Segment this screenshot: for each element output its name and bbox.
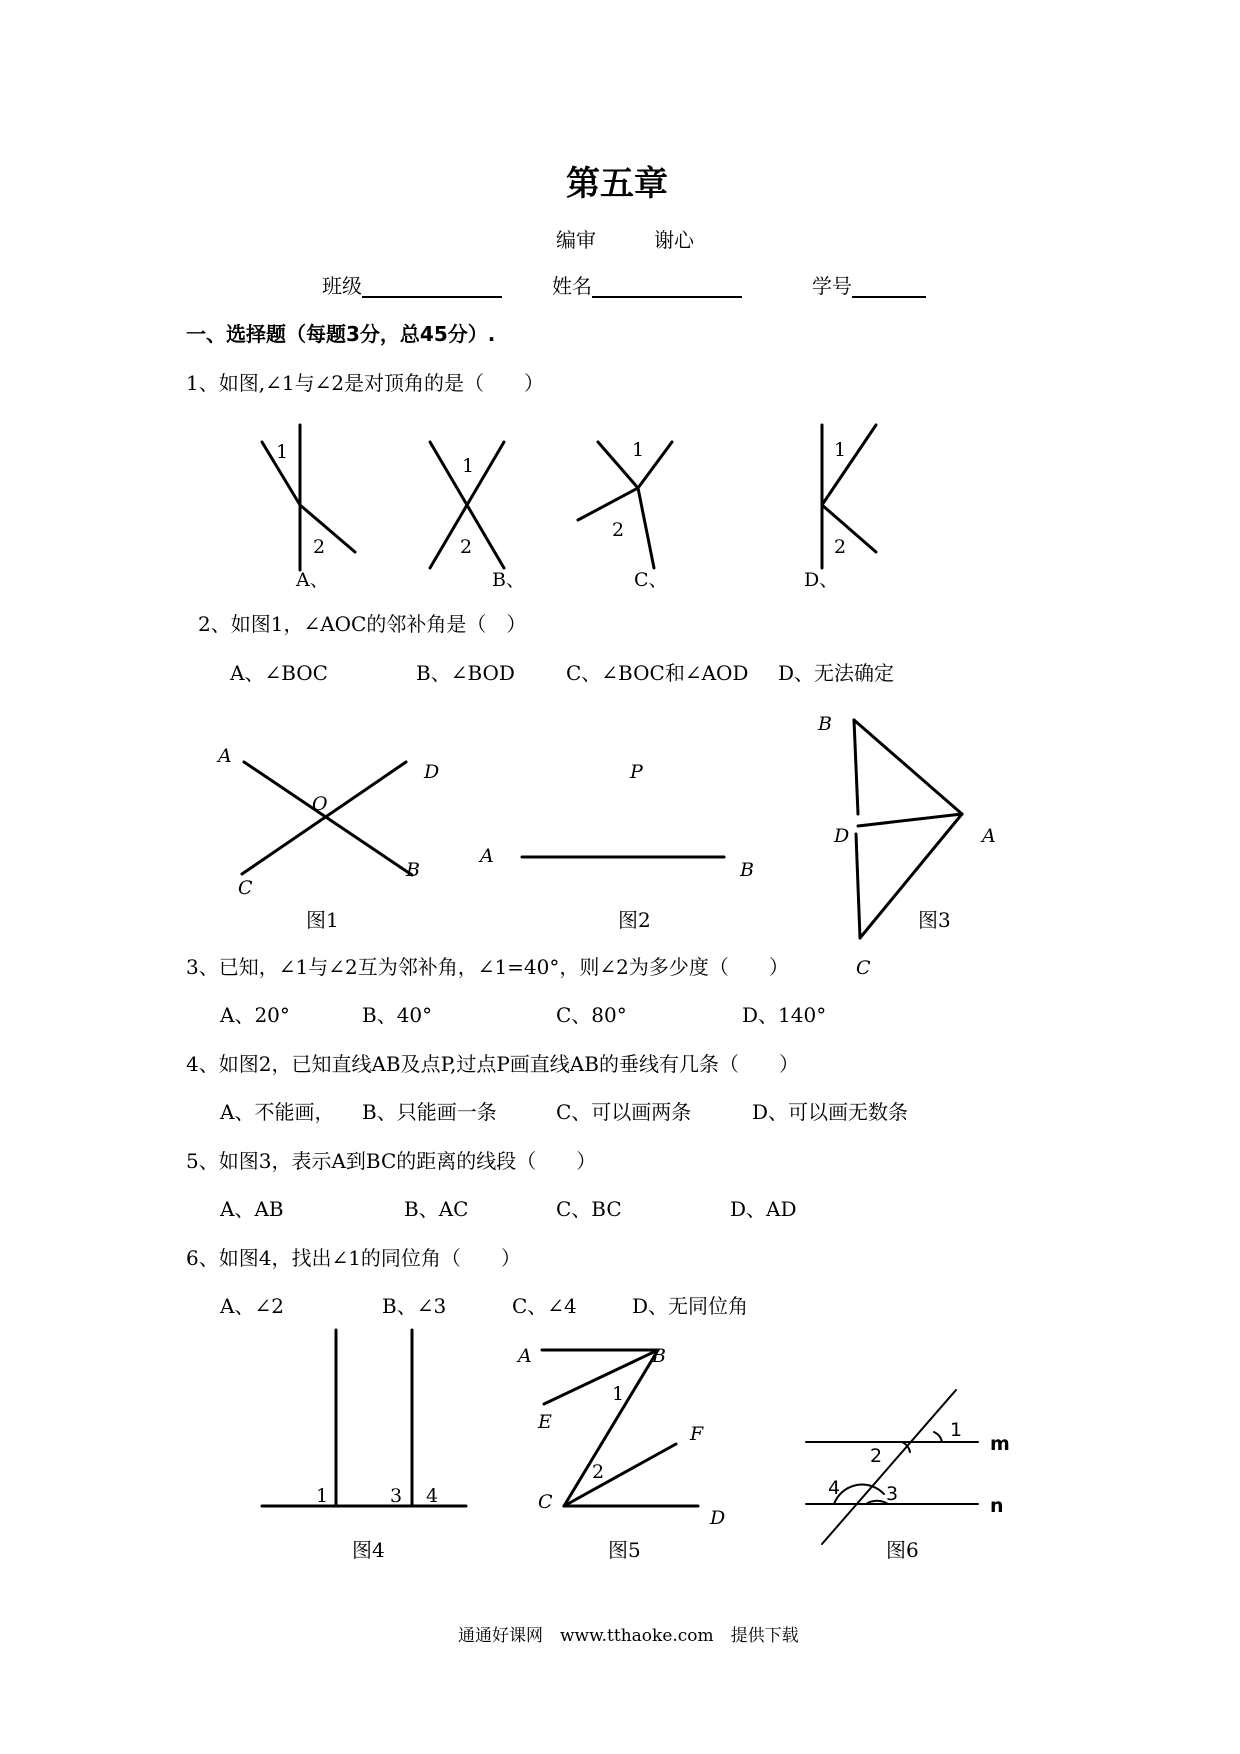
fig4-caption: 图4 (352, 1538, 385, 1562)
q4-option-b: B、只能画一条 (362, 1100, 497, 1124)
fig3-caption: 图3 (918, 908, 951, 932)
fig6-label-3: 3 (886, 1483, 899, 1505)
fig1-label-a: A (218, 745, 232, 767)
fig3-label-b: B (818, 713, 832, 735)
name-label: 姓名 (552, 274, 592, 298)
fig5-label-a: A (518, 1345, 532, 1367)
q1a-label-letter: A、 (296, 569, 329, 591)
figure-6 (806, 1390, 1010, 1544)
fig4-label-1: 1 (316, 1485, 329, 1507)
q1-figure-a (262, 425, 355, 591)
fig5-label-d: D (710, 1507, 726, 1529)
q1b-label-2: 2 (460, 536, 473, 558)
fig6-label-1: 1 (950, 1419, 963, 1441)
q1a-label-1: 1 (276, 441, 289, 463)
figure-3 (817, 713, 996, 979)
q2-option-a: A、∠BOC (230, 661, 328, 685)
fig5-label-c: C (538, 1491, 553, 1513)
section-heading-trail: . (487, 322, 496, 346)
editor-name: 谢心 (654, 228, 694, 252)
fig5-label-1: 1 (612, 1383, 625, 1405)
fig3-label-d: D (834, 825, 850, 847)
fig6-label-m: m (990, 1433, 1010, 1455)
question-6-stem: 6、如图4，找出∠1的同位角（ ） (186, 1246, 521, 1270)
fig2-label-b: B (740, 859, 754, 881)
page-title: 第五章 (566, 164, 668, 204)
question-5-stem: 5、如图3，表示A到BC的距离的线段（ ） (186, 1149, 597, 1173)
fig2-label-a: A (480, 845, 494, 867)
q4-option-c: C、可以画两条 (556, 1100, 692, 1124)
q1d-label-2: 2 (834, 536, 847, 558)
question-1-stem: 1、如图,∠1与∠2是对顶角的是（ ） (186, 371, 545, 395)
q5-option-b: B、AC (404, 1197, 469, 1221)
figure-2 (478, 761, 754, 881)
figure-4 (262, 1330, 466, 1507)
question-4-stem: 4、如图2，已知直线AB及点P,过点P画直线AB的垂线有几条（ ） (186, 1052, 799, 1076)
q5-option-c: C、BC (556, 1197, 622, 1221)
class-label: 班级 (322, 274, 362, 298)
fig2-caption: 图2 (618, 908, 651, 932)
fig1-label-d: D (424, 761, 440, 783)
footer-text: 通通好课网 www.tthaoke.com 提供下载 (458, 1626, 799, 1646)
q1-figure-d (804, 425, 876, 591)
q6-option-d: D、无同位角 (632, 1294, 749, 1318)
q4-option-a: A、不能画， (220, 1100, 335, 1124)
q1b-label-letter: B、 (492, 569, 525, 591)
fig5-label-b: B (652, 1345, 666, 1367)
fig4-label-3: 3 (390, 1485, 403, 1507)
fig4-label-4: 4 (426, 1485, 439, 1507)
fig3-label-a: A (982, 825, 996, 847)
fig6-label-n: n (990, 1495, 1004, 1517)
fig1-caption: 图1 (306, 908, 339, 932)
fig6-label-2: 2 (870, 1445, 883, 1467)
q1-figure-c (578, 439, 672, 591)
q1c-label-letter: C、 (634, 569, 668, 591)
section-heading-text: 一、选择题（每题3分，总45分） (186, 322, 488, 346)
q1c-label-2: 2 (612, 519, 625, 541)
fig5-label-f: F (690, 1423, 704, 1445)
q3-option-a: A、20° (220, 1003, 290, 1027)
fig6-label-4: 4 (828, 1477, 841, 1499)
fig2-label-p: P (630, 761, 643, 783)
q2-option-c: C、∠BOC和∠AOD (566, 661, 749, 685)
q6-option-c: C、∠4 (512, 1294, 577, 1318)
q4-option-d: D、可以画无数条 (752, 1100, 909, 1124)
fig6-caption: 图6 (886, 1538, 919, 1562)
q3-option-c: C、80° (556, 1003, 627, 1027)
question-3-stem: 3、已知，∠1与∠2互为邻补角，∠1=40°，则∠2为多少度（ ） (186, 955, 789, 979)
fig5-label-e: E (538, 1411, 552, 1433)
q3-option-b: B、40° (362, 1003, 433, 1027)
fig5-label-2: 2 (592, 1461, 605, 1483)
q1c-label-1: 1 (632, 439, 645, 461)
q1d-label-letter: D、 (804, 569, 839, 591)
fig1-label-c: C (238, 877, 253, 899)
q5-option-d: D、AD (730, 1197, 797, 1221)
q1-figure-b (430, 442, 525, 591)
q1a-label-2: 2 (313, 536, 326, 558)
fig5-caption: 图5 (608, 1538, 641, 1562)
q1d-label-1: 1 (834, 439, 847, 461)
fig1-label-o: O (312, 793, 328, 815)
fig1-label-b: B (406, 859, 420, 881)
q1b-label-1: 1 (462, 455, 475, 477)
question-2-stem: 2、如图1，∠AOC的邻补角是（ ） (198, 612, 527, 636)
figure-1 (216, 745, 439, 899)
q3-option-d: D、140° (742, 1003, 827, 1027)
id-label: 学号 (812, 274, 852, 298)
q6-option-a: A、∠2 (220, 1294, 284, 1318)
q5-option-a: A、AB (220, 1197, 284, 1221)
figure-5 (516, 1345, 725, 1529)
q6-option-b: B、∠3 (382, 1294, 447, 1318)
q2-option-b: B、∠BOD (416, 661, 515, 685)
editor-label: 编审 (556, 228, 596, 252)
q2-option-d: D、无法确定 (778, 661, 895, 685)
fig3-label-c: C (856, 957, 871, 979)
